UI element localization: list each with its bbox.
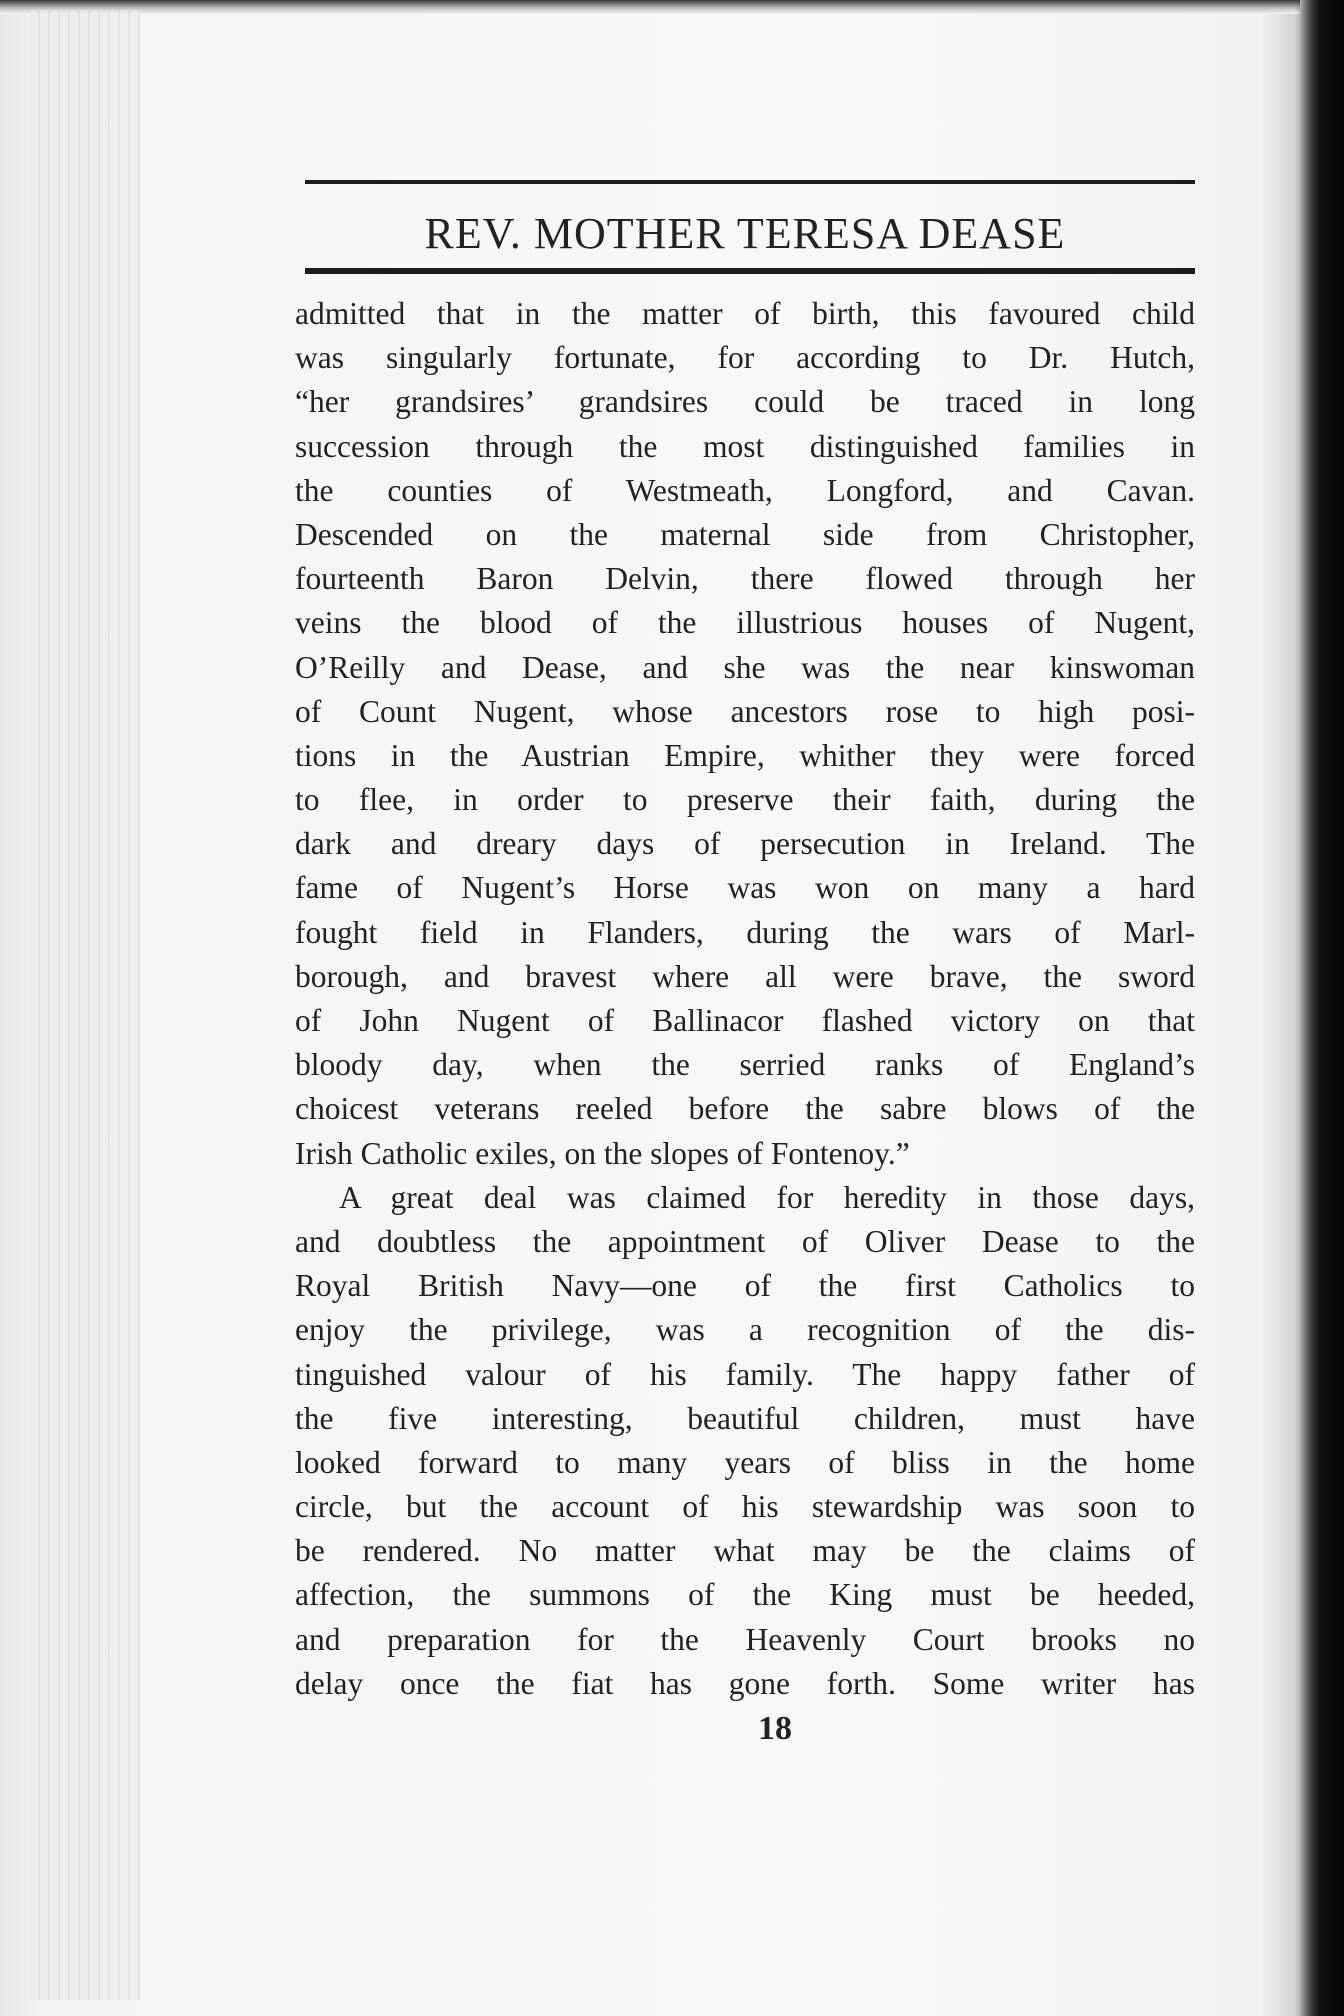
body-text [295, 292, 1195, 1706]
text-line: fought field in Flanders, during the wars of Marl- [295, 914, 1195, 950]
book-top-edge [0, 0, 1300, 14]
text-line: Irish Catholic exiles, on the slopes of Fontenoy.” [295, 1135, 910, 1171]
text-line: Royal British Navy—one of the first Catholics to [295, 1268, 1195, 1304]
text-line: circle, but the account of his stewardship was soon to [295, 1489, 1195, 1525]
text-line: and doubtless the appointment of Oliver Dease to the [295, 1223, 1195, 1259]
text-line: be rendered. No matter what may be the claims of [295, 1533, 1195, 1569]
text-line: O’Reilly and Dease, and she was the near kinswoman [295, 649, 1195, 685]
text-line: enjoy the privilege, was a recognition of the dis- [295, 1312, 1195, 1348]
header-rule-top [305, 180, 1195, 184]
text-line: of Count Nugent, whose ancestors rose to high posi- [295, 693, 1195, 729]
header-rule-bottom [305, 268, 1195, 274]
text-line: tinguished valour of his family. The happy father of [295, 1356, 1195, 1392]
text-line: borough, and bravest where all were brave, the sword [295, 958, 1195, 994]
text-line: “her grandsires’ grandsires could be traced in long [295, 384, 1195, 420]
text-line: to flee, in order to preserve their faith, during the [295, 782, 1195, 818]
text-line: tions in the Austrian Empire, whither they were forced [295, 737, 1195, 773]
text-line: bloody day, when the serried ranks of England’s [295, 1047, 1195, 1083]
text-line: choicest veterans reeled before the sabre blows of the [295, 1091, 1195, 1127]
text-line: the five interesting, beautiful children, must have [295, 1400, 1195, 1436]
book-page [295, 180, 1195, 1748]
paragraph-start-line: A great deal was claimed for heredity in those days, [339, 1179, 1195, 1215]
page-stack-edges [30, 10, 140, 2000]
gutter-shadow [1295, 0, 1344, 2016]
text-line: fourteenth Baron Delvin, there flowed through her [295, 561, 1195, 597]
text-line: veins the blood of the illustrious houses of Nugent, [295, 605, 1195, 641]
text-line: delay once the fiat has gone forth. Some writer has [295, 1665, 1195, 1701]
text-line: affection, the summons of the King must be heeded, [295, 1577, 1195, 1613]
page-number: 18 [758, 1710, 792, 1747]
running-head: REV. MOTHER TERESA DEASE [424, 209, 1066, 258]
text-line: the counties of Westmeath, Longford, and Cavan. [295, 472, 1195, 508]
text-line: dark and dreary days of persecution in Ireland. The [295, 826, 1195, 862]
text-line: of John Nugent of Ballinacor flashed victory on that [295, 1003, 1195, 1038]
text-line: was singularly fortunate, for according to Dr. Hutch, [295, 340, 1195, 376]
text-line: admitted that in the matter of birth, this favoured child [295, 296, 1195, 331]
text-line: and preparation for the Heavenly Court brooks no [295, 1621, 1195, 1657]
text-line: fame of Nugent’s Horse was won on many a hard [295, 870, 1195, 906]
text-line: looked forward to many years of bliss in the home [295, 1444, 1195, 1480]
text-line: Descended on the maternal side from Christopher, [295, 516, 1195, 552]
text-line: succession through the most distinguished families in [295, 428, 1195, 464]
